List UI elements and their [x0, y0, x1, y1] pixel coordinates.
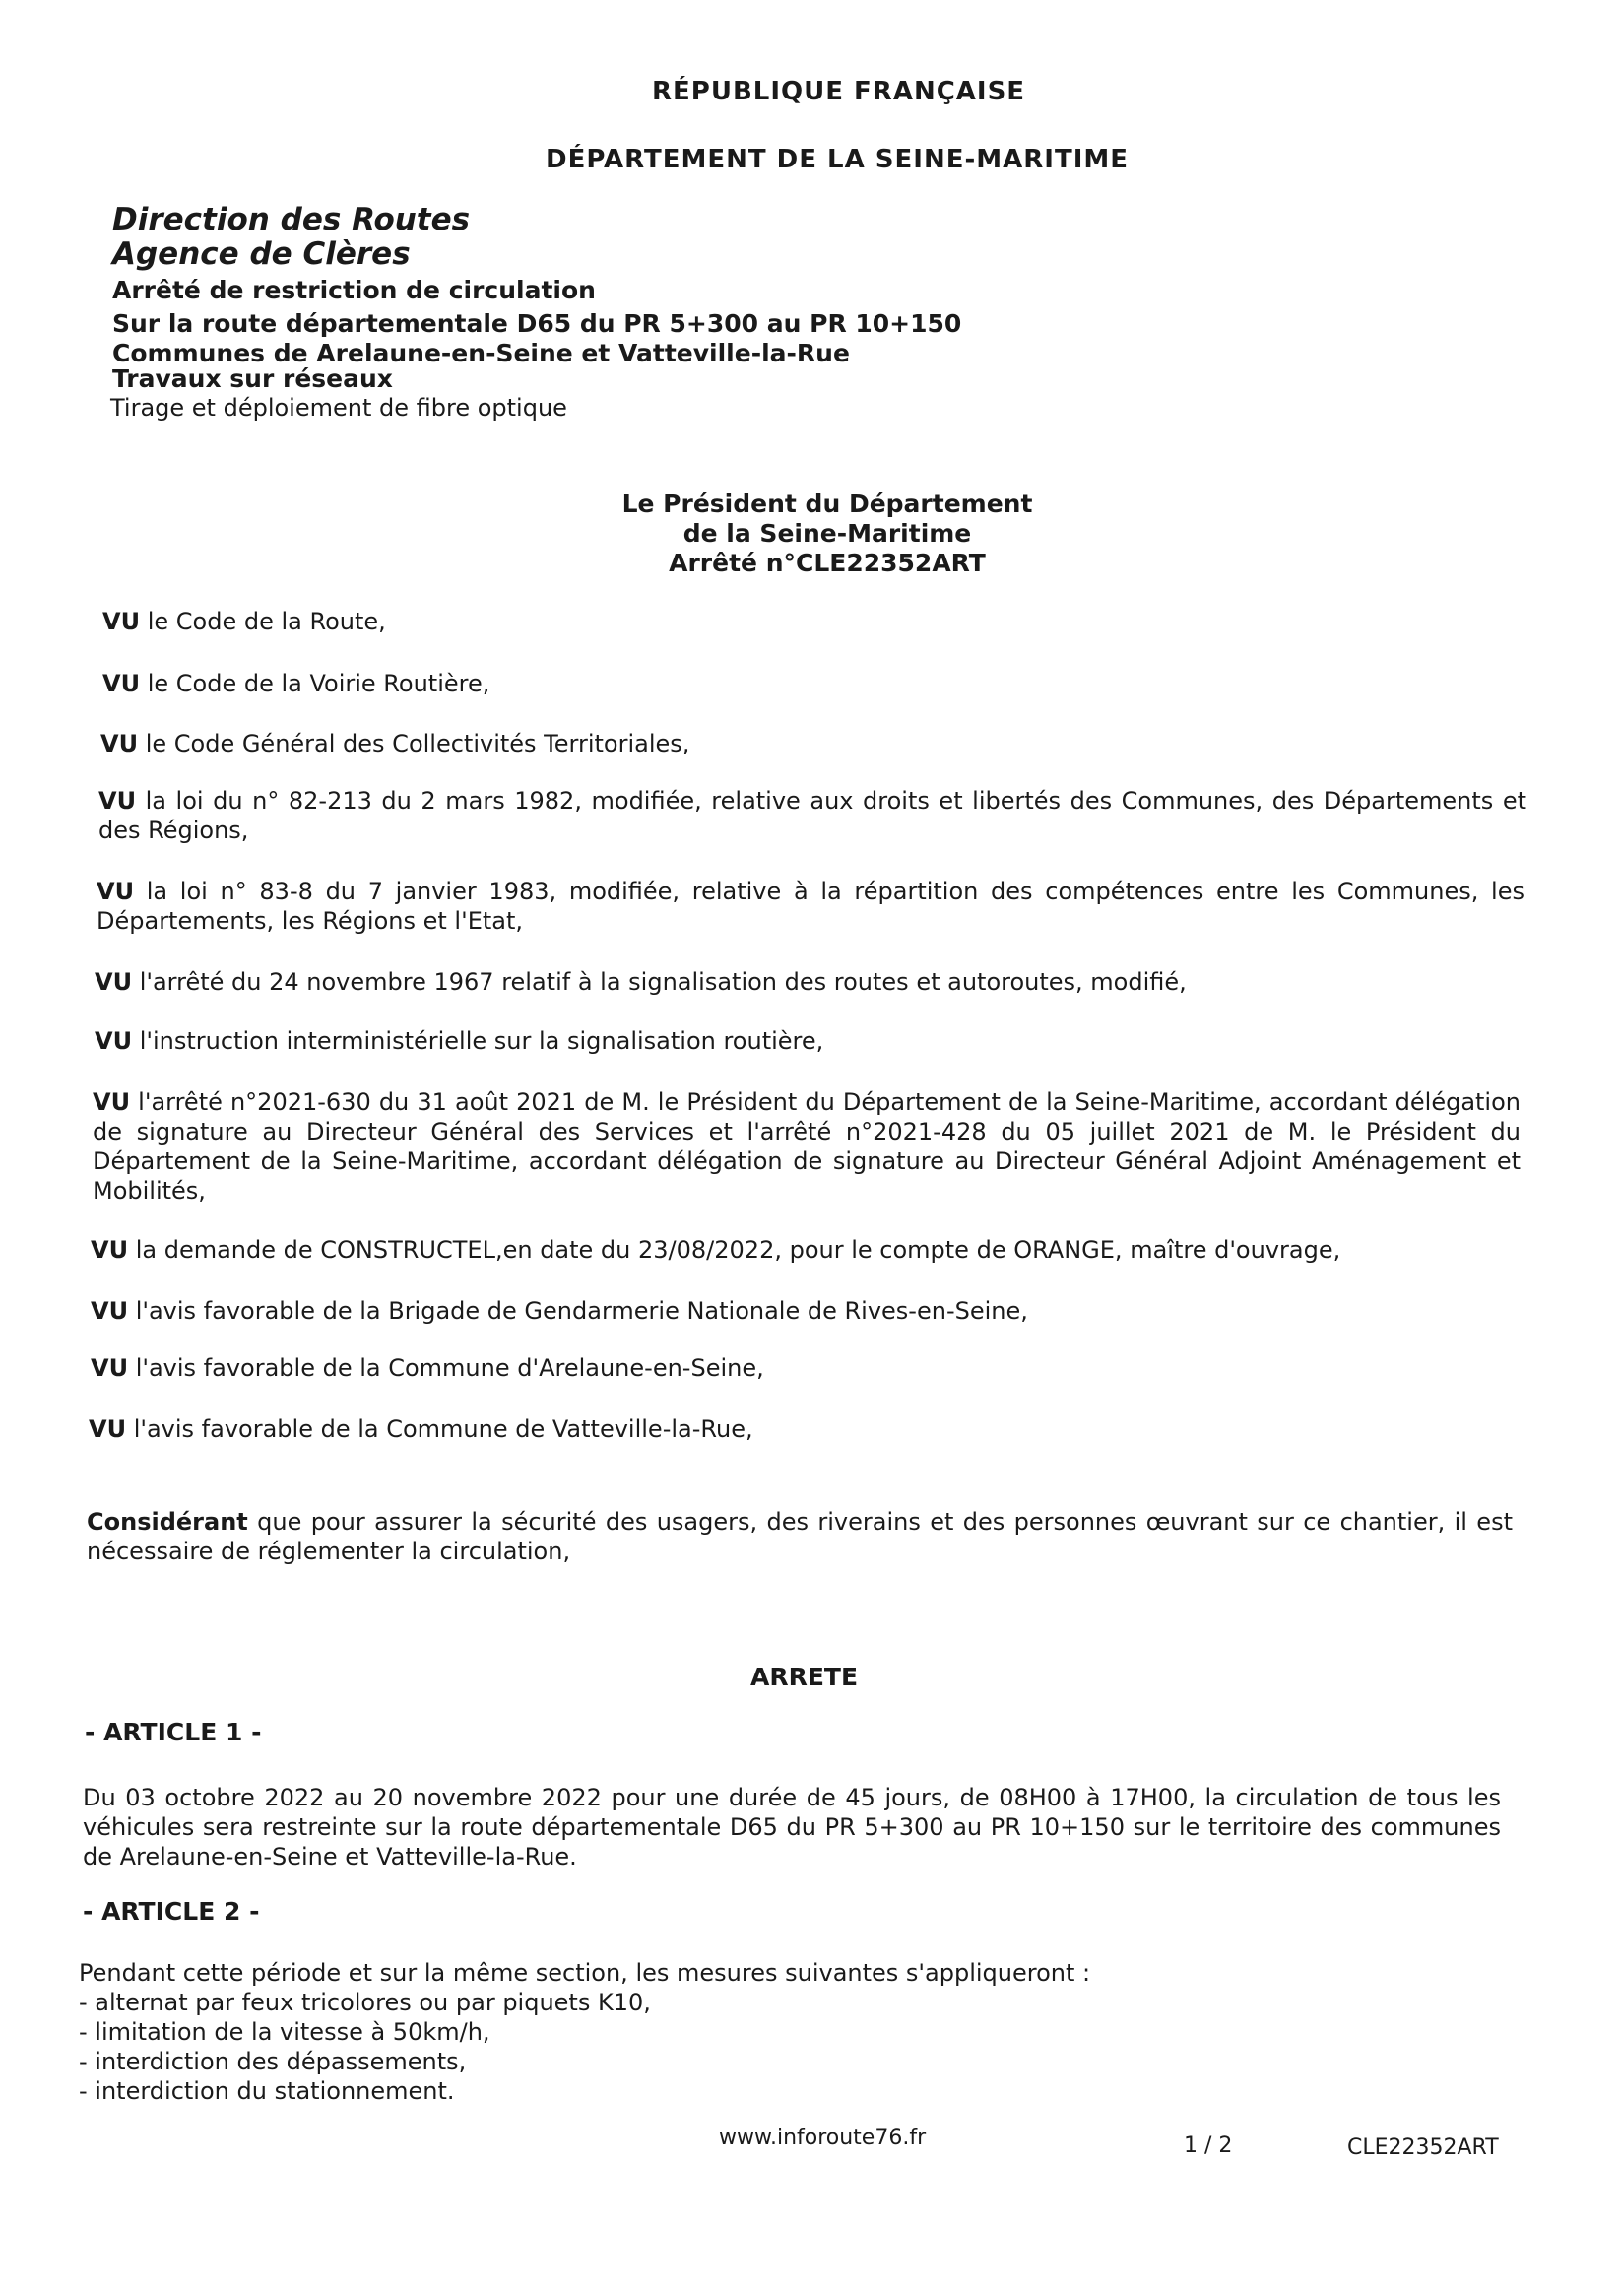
- measure-item: - alternat par feux tricolores ou par piquets K10,: [79, 1989, 651, 2016]
- article-2-title: - ARTICLE 2 -: [83, 1897, 260, 1926]
- footer-reference: CLE22352ART: [1347, 2135, 1499, 2160]
- vu-label: VU: [91, 1236, 129, 1264]
- vu-label: VU: [98, 787, 137, 815]
- visa-text: l'arrêté du 24 novembre 1967 relatif à la signalisation des routes et autoroutes, modifié,: [139, 968, 1187, 996]
- arrete-title: ARRETE: [750, 1663, 859, 1691]
- travaux-line: Travaux sur réseaux: [112, 364, 393, 393]
- visa-text: l'avis favorable de la Commune d'Arelaune-en-Seine,: [135, 1354, 764, 1382]
- president-block: [591, 490, 1064, 578]
- visa-text: l'instruction interministérielle sur la signalisation routière,: [139, 1027, 824, 1055]
- vu-label: VU: [95, 1027, 133, 1055]
- article-1-text: Du 03 octobre 2022 au 20 novembre 2022 pour une durée de 45 jours, de 08H00 à 17H00, la circulation de tous les véhicules sera restreinte sur la route départementale D65 du PR 5+300 au PR 10+150 sur le territoire des communes de Arelaune-en-Seine et Vatteville-la-Rue.: [83, 1784, 1501, 1870]
- visa-text: la demande de CONSTRUCTEL,en date du 23/08/2022, pour le compte de ORANGE, maître d'ouvrage,: [135, 1236, 1341, 1264]
- vu-label: VU: [102, 608, 141, 635]
- measure-item: - interdiction du stationnement.: [79, 2077, 455, 2105]
- arrete-type: Arrêté de restriction de circulation: [112, 276, 596, 304]
- visa-item: [102, 607, 1521, 636]
- visa-text: la loi du n° 82-213 du 2 mars 1982, modifiée, relative aux droits et libertés des Communes, des Départements et des Régions,: [98, 787, 1526, 844]
- measure-item: - interdiction des dépassements,: [79, 2048, 467, 2075]
- objet-line: Tirage et déploiement de fibre optique: [110, 394, 567, 422]
- direction-title: Direction des Routes: [112, 202, 471, 237]
- vu-label: VU: [91, 1297, 129, 1325]
- president-line-2: de la Seine-Maritime: [682, 519, 972, 548]
- vu-label: VU: [91, 1354, 129, 1382]
- vu-label: VU: [89, 1415, 127, 1443]
- considerant-text: que pour assurer la sécurité des usagers, des riverains et des personnes œuvrant sur ce chantier, il est nécessaire de réglementer la circulation,: [87, 1508, 1513, 1565]
- visa-text: le Code de la Voirie Routière,: [147, 670, 490, 697]
- visa-text: le Code Général des Collectivités Territoriales,: [145, 730, 690, 757]
- visa-item: [100, 729, 1519, 758]
- route-line: Sur la route départementale D65 du PR 5+300 au PR 10+150: [112, 309, 962, 338]
- vu-label: VU: [95, 968, 133, 996]
- visa-item: [95, 967, 1513, 997]
- arrete-number: Arrêté n°CLE22352ART: [669, 549, 986, 577]
- visa-item: [95, 1026, 1513, 1056]
- article-1-title: - ARTICLE 1 -: [85, 1718, 262, 1746]
- republique-heading: RÉPUBLIQUE FRANÇAISE: [652, 77, 1026, 106]
- agence-title: Agence de Clères: [112, 236, 411, 272]
- vu-label: VU: [100, 730, 139, 757]
- vu-label: VU: [97, 878, 135, 905]
- vu-label: VU: [102, 670, 141, 697]
- measure-item: - limitation de la vitesse à 50km/h,: [79, 2018, 490, 2046]
- footer-page-number: 1 / 2: [1184, 2133, 1233, 2158]
- president-line-1: Le Président du Département: [621, 490, 1033, 518]
- footer-website: www.inforoute76.fr: [719, 2126, 927, 2150]
- article-2-body: [79, 1958, 1497, 2106]
- visa-item: [91, 1296, 1509, 1326]
- visa-text: la loi n° 83-8 du 7 janvier 1983, modifiée, relative à la répartition des compétences entre les Communes, les Départements, les Régions et l'Etat,: [97, 878, 1524, 935]
- visa-text: l'arrêté n°2021-630 du 31 août 2021 de M. le Président du Département de la Seine-Maritime, accordant délégation de signature au Directeur Général des Services et l'arrêté n°2021-428 du 05 juillet 2021 de M. le Président du Département de la Seine-Maritime, accordant délégation de signature au Directeur Général Adjoint Aménagement et Mobilités,: [93, 1088, 1521, 1205]
- considerant-paragraph: [87, 1507, 1513, 1566]
- visa-item: [89, 1414, 1507, 1444]
- visa-item: [98, 786, 1526, 845]
- visa-text: l'avis favorable de la Brigade de Gendarmerie Nationale de Rives-en-Seine,: [135, 1297, 1028, 1325]
- visa-item: [97, 877, 1524, 936]
- visa-item: [91, 1235, 1509, 1265]
- visa-item: [102, 669, 1521, 698]
- visa-text: l'avis favorable de la Commune de Vatteville-la-Rue,: [133, 1415, 753, 1443]
- vu-label: VU: [93, 1088, 131, 1116]
- visa-text: le Code de la Route,: [147, 608, 386, 635]
- visa-item: [91, 1353, 1509, 1383]
- communes-line: Communes de Arelaune-en-Seine et Vatteville-la-Rue: [112, 339, 850, 367]
- visa-item: [93, 1087, 1521, 1206]
- departement-heading: DÉPARTEMENT DE LA SEINE-MARITIME: [546, 145, 1130, 174]
- considerant-label: Considérant: [87, 1508, 248, 1536]
- article-2-intro: Pendant cette période et sur la même section, les mesures suivantes s'appliqueront :: [79, 1959, 1091, 1987]
